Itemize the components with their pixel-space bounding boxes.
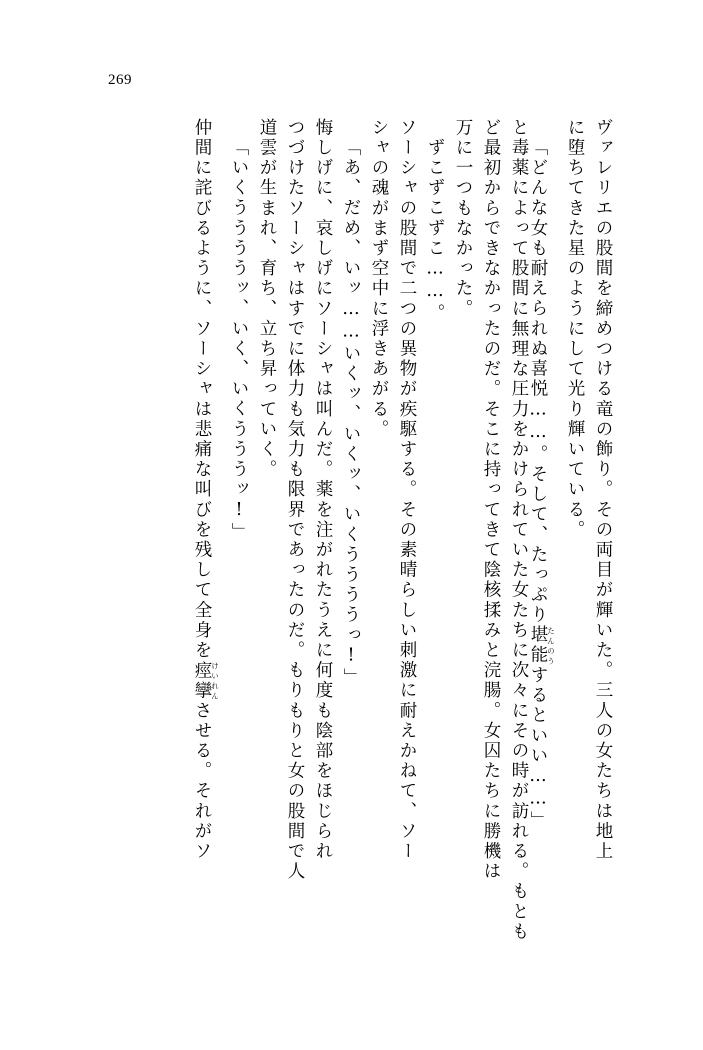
- text-line: 「いくううううッ、いく、いくうううッ!」: [229, 138, 249, 543]
- text-line: と毒薬によって股間に無理な圧力をかけられていた女たちに次々にその時が訪れる。もとも: [509, 118, 529, 943]
- text-line: つづけたソーシャはすでに体力も気力も限界であったのだ。もりもりと女の股間で人: [285, 118, 305, 882]
- page-number: 269: [108, 72, 132, 88]
- text-line: ずこずこずこ……。: [425, 138, 445, 324]
- text-line: 悔しげに、哀しげにソーシャは叫んだ。薬を注がれたうえに何度も陰部をほじられ: [313, 118, 333, 862]
- text-line: 仲間に詫びるように、ソーシャは悲痛な叫びを残して全身を痙攣けいれんさせる。それがソ: [192, 118, 220, 862]
- text-line: 万に一つもなかった。: [453, 118, 473, 319]
- text-line: ヴァレリエの股間を締めつける竜の飾り。その両目が輝いた。三人の女たちは地上: [593, 118, 613, 862]
- body-text-block: [69, 118, 611, 1008]
- text-line: 「どんな女も耐えられぬ喜悦……。そして、たっぷり堪能たんのうするといい……」: [528, 138, 556, 832]
- text-line: ど最初からできなかったのだ。そこに持ってきて陰核揉みと浣腸。女囚たちに勝機は: [481, 118, 501, 882]
- text-line: シャの魂がまず空中に浮きあがる。: [369, 118, 389, 440]
- text-line: に堕ちてきた星のようにして光り輝いている。: [565, 118, 585, 541]
- text-line: ソーシャの股間で二つの異物が疾駆する。その素晴らしい刺激に耐えかねて、ソー: [397, 118, 417, 862]
- text-line: 道雲が生まれ、育ち、立ち昇っていく。: [257, 118, 277, 480]
- text-line: 「あ、だめ、いッ……いくッ、いくッ、いくううううっ!」: [341, 138, 361, 689]
